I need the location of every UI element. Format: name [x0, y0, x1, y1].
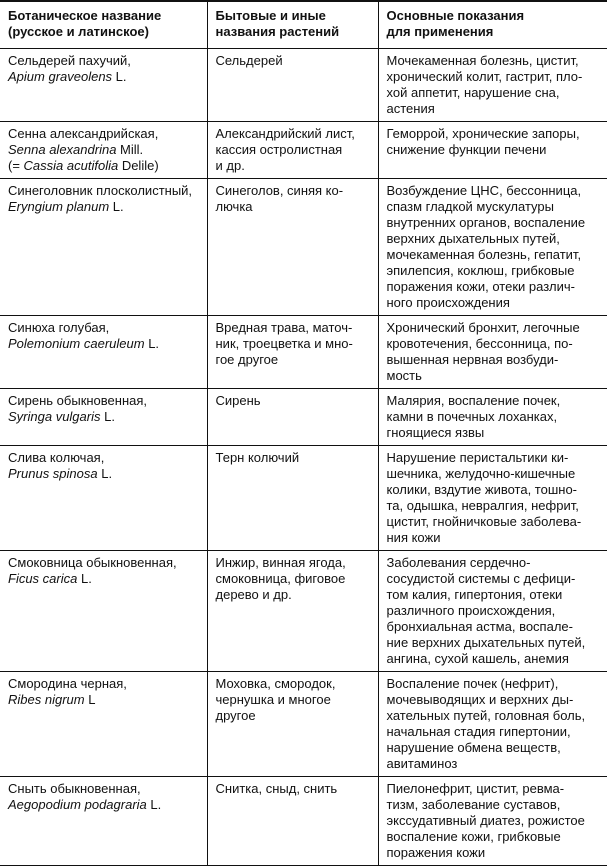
table-row	[0, 551, 607, 672]
botanical-name-cell	[0, 179, 207, 316]
indications-cell: Нарушение перистальтики ки- шечника, желудочно-кишечные колики, вздутие живота, тошно- та, одышка, невралгия, нефрит, цистит, гнойничковые заболева- ния кожи	[378, 446, 607, 551]
indications-cell: Заболевания сердечно- сосудистой системы с дефици- том калия, гипертония, отеки различного происхождения, бронхиальная астма, воспале- ние верхних дыхательных путей, ангина, сухой кашель, анемия	[378, 551, 607, 672]
latin-name: Senna alexandrina	[8, 142, 117, 157]
header-botanical-name: Ботаническое название (русское и латинское)	[0, 1, 207, 49]
latin-name: Prunus spinosa	[8, 466, 98, 481]
common-names-cell: Моховка, смородок, чернушка и многое другое	[207, 672, 378, 777]
header-indications: Основные показания для применения	[378, 1, 607, 49]
common-names-cell: Снитка, сныд, снить	[207, 777, 378, 866]
latin-name: Ficus carica	[8, 571, 78, 586]
table-row	[0, 777, 607, 866]
table-row	[0, 316, 607, 389]
botanical-name-cell	[0, 49, 207, 122]
common-names-cell: Сирень	[207, 389, 378, 446]
indications-cell: Малярия, воспаление почек, камни в почечных лоханках, гноящиеся язвы	[378, 389, 607, 446]
author-abbrev: L.	[144, 336, 160, 351]
indications-cell: Геморрой, хронические запоры, снижение функции печени	[378, 122, 607, 179]
common-names-cell: Синеголов, синяя ко- лючка	[207, 179, 378, 316]
indications-cell: Воспаление почек (нефрит), мочевыводящих и верхних ды- хательных путей, головная боль, начальная стадия гипертонии, нарушение обмена веществ, авитаминоз	[378, 672, 607, 777]
common-names-cell: Терн колючий	[207, 446, 378, 551]
author-abbrev: L.	[100, 409, 115, 424]
russian-name: Сельдерей пахучий,	[8, 53, 131, 68]
indications-cell: Возбуждение ЦНС, бессонница, спазм гладкой мускулатуры внутренних органов, воспаление верхних дыхательных путей, мочекаменная болезнь, гепатит, эпилепсия, коклюш, грибковые поражения кожи, отеки различ- ного происхождения	[378, 179, 607, 316]
russian-name: Смородина черная,	[8, 676, 127, 691]
synonym: (= Cassia acutifolia Delile)	[8, 158, 159, 173]
botanical-name-cell	[0, 316, 207, 389]
russian-name: Синеголовник плосколистный,	[8, 183, 193, 198]
common-names-cell: Инжир, винная ягода, смоковница, фиговое дерево и др.	[207, 551, 378, 672]
russian-name: Смоковница обыкновенная,	[8, 555, 177, 570]
latin-name: Eryngium planum	[8, 199, 110, 214]
russian-name: Сныть обыкновенная,	[8, 781, 141, 796]
botanical-name-cell	[0, 777, 207, 866]
author-abbrev: L.	[146, 797, 162, 812]
author-abbrev: Mill.	[116, 142, 144, 157]
table-row	[0, 446, 607, 551]
russian-name: Сенна александрийская,	[8, 126, 159, 141]
common-names-cell: Сельдерей	[207, 49, 378, 122]
latin-name: Aegopodium podagraria	[8, 797, 147, 812]
synonym-latin-name: Cassia acutifolia	[23, 158, 119, 173]
latin-name: Ribes nigrum	[8, 692, 85, 707]
latin-name: Syringa vulgaris	[8, 409, 101, 424]
table-row	[0, 179, 607, 316]
table-header	[0, 1, 607, 49]
table-row	[0, 122, 607, 179]
botanical-name-cell	[0, 122, 207, 179]
botanical-name-cell	[0, 551, 207, 672]
russian-name: Слива колючая,	[8, 450, 105, 465]
botanical-name-cell	[0, 446, 207, 551]
botanical-name-cell	[0, 672, 207, 777]
latin-name: Apium graveolens	[8, 69, 113, 84]
author-abbrev: L.	[77, 571, 92, 586]
author-abbrev: L.	[112, 69, 127, 84]
table-row	[0, 672, 607, 777]
header-common-names: Бытовые и иные названия растений	[207, 1, 378, 49]
russian-name: Синюха голубая,	[8, 320, 110, 335]
indications-cell: Пиелонефрит, цистит, ревма- тизм, заболевание суставов, экссудативный диатез, рожистое воспаление кожи, грибковые поражения кожи	[378, 777, 607, 866]
botanical-name-cell	[0, 389, 207, 446]
header-row	[0, 1, 607, 49]
author-abbrev: L.	[109, 199, 124, 214]
indications-cell: Хронический бронхит, легочные кровотечения, бессонница, по- вышенная нервная возбуди- мость	[378, 316, 607, 389]
table-row	[0, 49, 607, 122]
common-names-cell: Александрийский лист, кассия остролистная и др.	[207, 122, 378, 179]
russian-name: Сирень обыкновенная,	[8, 393, 148, 408]
author-abbrev: L	[84, 692, 96, 707]
author-abbrev: L.	[97, 466, 113, 481]
table-row	[0, 389, 607, 446]
indications-cell: Мочекаменная болезнь, цистит, хронический колит, гастрит, пло- хой аппетит, нарушение сна, астения	[378, 49, 607, 122]
common-names-cell: Вредная трава, маточ- ник, троецветка и мно- гое другое	[207, 316, 378, 389]
latin-name: Polemonium caeruleum	[8, 336, 145, 351]
